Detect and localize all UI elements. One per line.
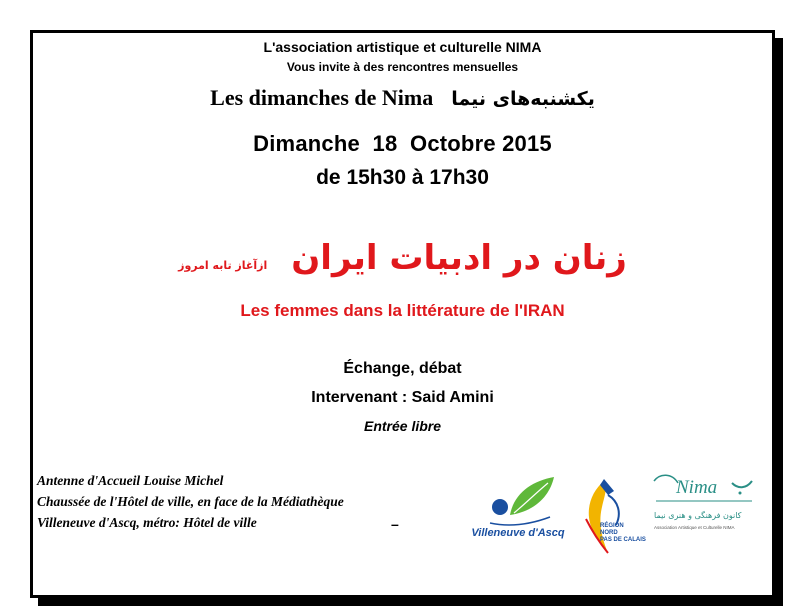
topic-fr-title: Les femmes dans la littérature de l'IRAN	[240, 301, 565, 320]
association-name: L'association artistique et culturelle NIMA	[263, 39, 542, 55]
event-speaker: Intervenant : Said Amini	[311, 389, 494, 406]
address-line-2: Chaussée de l'Hôtel de ville, en face de la Médiathèque	[37, 494, 344, 509]
region-logo-text: RÉGION NORD PAS DE CALAIS	[600, 523, 646, 543]
address-line-3: Villeneuve d'Ascq, métro: Hôtel de ville	[37, 515, 257, 530]
region-emblem-icon	[578, 473, 640, 557]
topic-fa-row	[33, 238, 772, 278]
topic-fa-title: زنان در ادبیات ایران	[291, 238, 627, 278]
nima-logo	[648, 471, 760, 551]
event-format: Échange, débat	[343, 360, 462, 377]
villeneuve-logo	[470, 473, 566, 549]
invitation-line: Vous invite à des rencontres mensuelles	[286, 60, 519, 74]
series-title-fr: Les dimanches de Nima	[210, 85, 434, 110]
nima-logo-small: Association Artistique et Culturelle NIMA	[654, 525, 735, 530]
nima-logo-fa: کانون فرهنگی و هنری نیما	[654, 511, 742, 520]
event-hours: de 15h30 à 17h30	[316, 166, 489, 189]
event-date: Dimanche 18 Octobre 2015	[253, 131, 552, 156]
topic-fa-subtitle: ازآغاز تابه امروز	[178, 259, 268, 272]
event-entry: Entrée libre	[363, 418, 442, 434]
region-logo	[578, 473, 646, 557]
villeneuve-logo-text: Villeneuve d'Ascq	[471, 527, 565, 539]
address-dash: –	[391, 516, 399, 532]
address-line-1: Antenne d'Accueil Louise Michel	[37, 473, 224, 488]
nima-logo-word: Nima	[676, 477, 718, 498]
series-title-fa: یکشنبه‌های نیما	[451, 88, 595, 110]
invitation-card	[30, 30, 775, 598]
villeneuve-leaf-icon	[470, 473, 566, 529]
series-title	[33, 85, 772, 111]
venue-address	[37, 470, 344, 533]
